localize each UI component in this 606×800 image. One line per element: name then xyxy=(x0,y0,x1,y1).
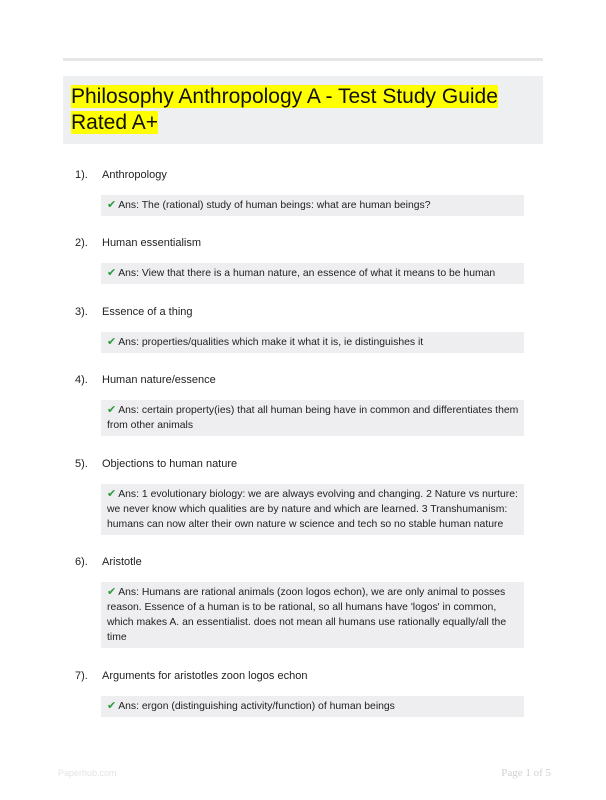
question-term: Human nature/essence xyxy=(102,374,216,386)
answer-text: Ans: ergon (distinguishing activity/function) of human beings xyxy=(118,701,395,712)
answer-text: Ans: The (rational) study of human beings: what are human beings? xyxy=(118,200,431,211)
answer-box xyxy=(101,263,524,284)
question-number: 2). xyxy=(75,237,88,249)
answer-box xyxy=(101,696,524,717)
question-number: 7). xyxy=(75,670,88,682)
check-icon: ✔ xyxy=(107,199,117,211)
question-term: Anthropology xyxy=(102,169,167,181)
question-term: Arguments for aristotles zoon logos echon xyxy=(102,670,308,682)
footer-watermark: Paperhub.com xyxy=(58,768,117,778)
answer-box xyxy=(101,582,524,648)
answer-text: Ans: certain property(ies) that all human being have in common and differentiates them from other animals xyxy=(107,405,519,431)
question-number: 4). xyxy=(75,374,88,386)
top-divider xyxy=(63,58,543,61)
answer-box xyxy=(101,484,524,535)
question-term: Objections to human nature xyxy=(102,458,238,470)
check-icon: ✔ xyxy=(107,586,117,598)
answer-text: Ans: Humans are rational animals (zoon logos echon), we are only animal to posses reason. Essence of a human is to be rational, so all humans have 'logos' in common, which makes A. an essentialist. does not mean all humans use rationally equally/all the time xyxy=(107,587,507,643)
check-icon: ✔ xyxy=(107,336,117,348)
answer-box xyxy=(101,400,524,436)
check-icon: ✔ xyxy=(107,404,117,416)
page-indicator: Page 1 of 5 xyxy=(501,767,551,779)
question-number: 6). xyxy=(75,556,88,568)
check-icon: ✔ xyxy=(107,488,117,500)
question-term: Aristotle xyxy=(102,556,142,568)
answer-text: Ans: View that there is a human nature, an essence of what it means to be human xyxy=(118,268,496,279)
question-term: Human essentialism xyxy=(102,237,202,249)
question-number: 3). xyxy=(75,306,88,318)
answer-text: Ans: 1 evolutionary biology: we are always evolving and changing. 2 Nature vs nurture: we never know which qualities are by nature and which are learned. 3 Transhumanism: humans can now alter their own nature w science and tech so no stable human nature xyxy=(107,489,518,530)
answer-box xyxy=(101,195,524,216)
question-number: 5). xyxy=(75,458,88,470)
question-number: 1). xyxy=(75,169,88,181)
page-title: Philosophy Anthropology A - Test Study Guide Rated A+ xyxy=(71,85,498,134)
answer-text: Ans: properties/qualities which make it what it is, ie distinguishes it xyxy=(118,337,424,348)
question-term: Essence of a thing xyxy=(102,306,193,318)
title-banner xyxy=(63,76,543,144)
answer-box xyxy=(101,332,524,353)
check-icon: ✔ xyxy=(107,267,117,279)
check-icon: ✔ xyxy=(107,700,117,712)
